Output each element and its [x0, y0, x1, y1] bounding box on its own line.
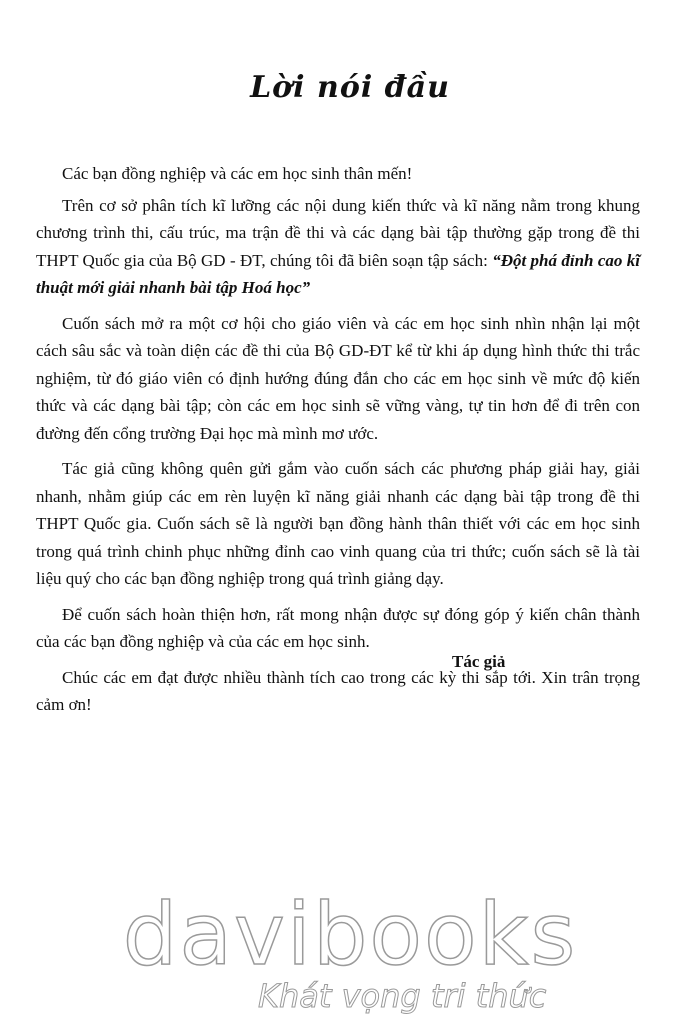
page-title: Lời nói đầu — [250, 70, 450, 105]
paragraph-4: Để cuốn sách hoàn thiện hơn, rất mong nhận được sự đóng góp ý kiến chân thành của các bạn đồng nghiệp và của các em học sinh. — [36, 604, 640, 651]
paragraph-1 — [36, 192, 640, 302]
paragraph-3: Tác giả cũng không quên gửi gắm vào cuốn sách các phương pháp giải hay, giải nhanh, nhằm giúp các em rèn luyện kĩ năng giải nhanh các dạng bài tập trong đề thi THPT Quốc gia. Cuốn sách sẽ là người bạn đồng hành thân thiết với các em học sinh trong quá trình chinh phục những đỉnh cao vinh quang của tri thức; cuốn sách sẽ là tài liệu quý cho các bạn đồng nghiệp trong quá trình giảng dạy. — [36, 459, 640, 588]
watermark-slogan: Khát vọng tri thức — [258, 977, 547, 1015]
watermark-brand: davibooks — [122, 885, 578, 985]
author-signature: Tác giả — [452, 652, 506, 671]
paragraph-2: Cuốn sách mở ra một cơ hội cho giáo viên và các em học sinh nhìn nhận lại một cách sâu sắc và toàn diện các đề thi của Bộ GD-ĐT kể từ khi áp dụng hình thức thi trắc nghiệm, từ đó giáo viên có định hướng đúng đắn cho các em học sinh về mức độ kiến thức và các dạng bài tập; còn các em học sinh sẽ vững vàng, tự tin hơn để đi trên con đường đến cổng trường Đại học mà mình mơ ước. — [36, 313, 640, 443]
paragraph-5: Chúc các em đạt được nhiều thành tích cao trong các kỳ thi sắp tới. Xin trân trọng cảm ơn! — [36, 667, 640, 714]
book-title: “Đột phá đỉnh cao kĩ thuật mới giải nhanh bài tập Hoá học” — [36, 250, 640, 297]
body-text — [36, 160, 640, 727]
greeting-paragraph: Các bạn đồng nghiệp và các em học sinh thân mến! — [62, 164, 413, 183]
paragraph-1-text: Trên cơ sở phân tích kĩ lưỡng các nội dung kiến thức và kĩ năng nằm trong khung chương trình thi, cấu trúc, ma trận đề thi và các dạng bài tập thường gặp trong đề thi THPT Quốc gia của Bộ GD - ĐT, chúng tôi đã biên soạn tập sách: — [36, 195, 640, 270]
